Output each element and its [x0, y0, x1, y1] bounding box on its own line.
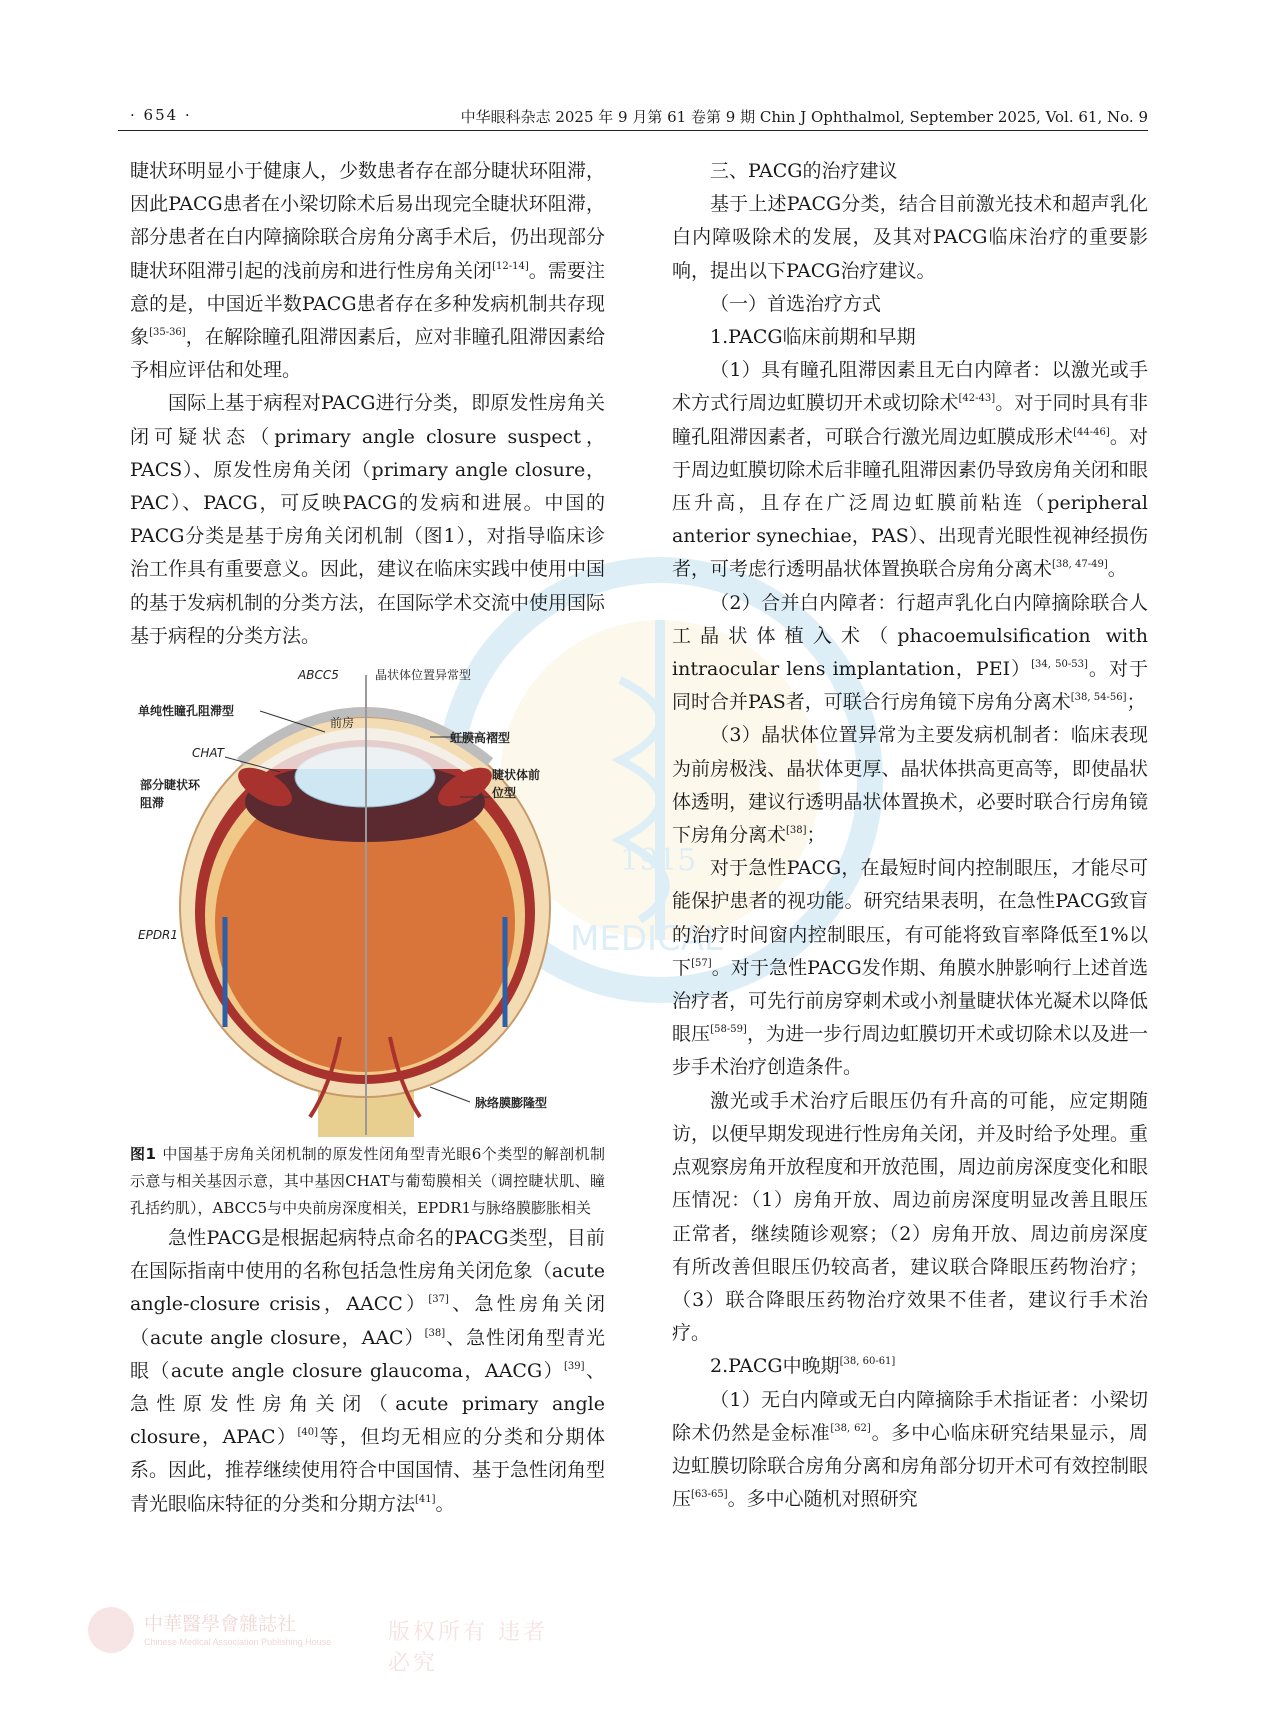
reference[interactable]: [37]	[428, 1294, 449, 1306]
publisher-logo-icon	[88, 1607, 134, 1653]
reference[interactable]: [57]	[691, 957, 712, 969]
paragraph: （2）合并白内障者：行超声乳化白内障摘除联合人工晶状体植入术（phacoemulsification with intraocular lens implantation，PEI）[34, 50-53]。对于同时合并PAS者，可联合行房角镜下房角分离术[38, 54-56]；	[672, 591, 1148, 714]
paragraph: （1）具有瞳孔阻滞因素且无白内障者：以激光或手术方式行周边虹膜切开术或切除术[42-43]。对于同时具有非瞳孔阻滞因素者，可联合行激光周边虹膜成形术[44-46]。对于周边虹膜切除术后非瞳孔阻滞因素仍导致房角关闭和眼压升高，且存在广泛周边虹膜前粘连（peripheral anterior synechiae，PAS）、出现青光眼性视神经损伤者，可考虑行透明晶状体置换联合房角分离术[38, 47-49]。	[672, 359, 1148, 581]
reference[interactable]: [58-59]	[710, 1024, 747, 1036]
figure-label: 图1	[130, 1145, 156, 1164]
reference[interactable]: [40]	[297, 1427, 319, 1439]
paragraph: 对于急性PACG，在最短时间内控制眼压，才能尽可能保护患者的视功能。研究结果表明，在急性PACG致盲的治疗时间窗内控制眼压，有可能将致盲率降低至1%以下[57]。对于急性PACG发作期、角膜水肿影响行上述首选治疗者，可先行前房穿刺术或小剂量睫状体光凝术以降低眼压[58-59]，为进一步行周边虹膜切开术或切除术以及进一步手术治疗创造条件。	[672, 857, 1148, 1079]
rights-notice: 版权所有 违者必究	[388, 1620, 548, 1676]
running-header	[118, 100, 1148, 131]
label-chat: CHAT	[192, 746, 225, 761]
publisher-watermark	[88, 1605, 568, 1676]
reference[interactable]: [38, 47-49]	[1052, 559, 1108, 571]
page-number: · 654 ·	[130, 106, 192, 124]
reference[interactable]: [38, 62]	[830, 1422, 871, 1434]
figure-caption: 图1 中国基于房角关闭机制的原发性闭角型青光眼6个类型的解剖机制示意与相关基因示意，其中基因CHAT与葡萄膜相关（调控睫状肌、瞳孔括约肌），ABCC5与中央前房深度相关，EPDR1与脉络膜膨胀相关	[130, 1145, 606, 1218]
subsection-heading: （一）首选治疗方式	[710, 292, 882, 315]
label-ciliary-anterior-1: 睫状体前	[492, 768, 541, 783]
section-heading: 三、PACG的治疗建议	[710, 160, 898, 182]
reference[interactable]: [38]	[424, 1327, 446, 1339]
paragraph: 急性PACG是根据起病特点命名的PACG类型，目前在国际指南中使用的名称包括急性房角关闭危象（acute angle-closure crisis，AACC）[37]、急性房角关闭（acute angle closure，AAC）[38]、急性闭角型青光眼（acute angle closure glaucoma，AACG）[39]、急性原发性房角关闭（acute primary angle closure，APAC）[40]等，但均无相应的分类和分期体系。因此，推荐继续使用符合中国国情、基于急性闭角型青光眼临床特征的分类和分期方法[41]。	[130, 1227, 606, 1515]
journal-citation: 中华眼科杂志 2025 年 9 月第 61 卷第 9 期 Chin J Ophthalmol, September 2025, Vol. 61, No. 9	[460, 108, 1148, 126]
label-anterior-chamber: 前房	[330, 716, 355, 731]
reference[interactable]: [42-43]	[958, 393, 996, 405]
left-column	[130, 155, 605, 1521]
label-abcc5: ABCC5	[298, 668, 339, 683]
paragraph: 激光或手术治疗后眼压仍有升高的可能，应定期随访，以便早期发现进行性房角关闭，并及时给予处理。重点观察房角开放程度和开放范围，周边前房深度变化和眼压情况：（1）房角开放、周边前房深度明显改善且眼压正常者，继续随诊观察；（2）房角开放、周边前房深度有所改善但眼压仍较高者，建议联合降眼压药物治疗；（3）联合降眼压药物治疗效果不佳者，建议行手术治疗。	[672, 1089, 1148, 1345]
label-ciliary-block-2: 阻滞	[140, 796, 165, 811]
reference[interactable]: [34, 50-53]	[1031, 659, 1088, 671]
reference[interactable]: [12-14]	[492, 260, 529, 272]
watermark-year: 1915	[620, 843, 697, 878]
label-pupil-block: 单纯性瞳孔阻滞型	[138, 704, 235, 719]
reference[interactable]: [35-36]	[149, 327, 186, 339]
label-ciliary-block-1: 部分睫状环	[140, 778, 201, 793]
reference[interactable]: [39]	[564, 1360, 585, 1372]
publisher-name-en: Chinese Medical Association Publishing House	[144, 1637, 332, 1647]
label-plateau-iris: 虹膜高褶型	[450, 731, 511, 746]
paragraph: 国际上基于病程对PACG进行分类，即原发性房角关闭可疑状态（primary angle closure suspect，PACS）、原发性房角关闭（primary angle closure，PAC）、PACG，可反映PACG的发病和进展。中国的PACG分类是基于房角关闭机制（图1），对指导临床诊治工作具有重要意义。因此，建议在临床实践中使用中国的基于发病机制的分类方法，在国际学术交流中使用国际基于病程的分类方法。	[130, 392, 606, 647]
label-lens-position: 晶状体位置异常型	[375, 668, 472, 683]
paragraph: （3）晶状体位置异常为主要发病机制者：临床表现为前房极浅、晶状体更厚、晶状体拱高更高等，即使晶状体透明，建议行透明晶状体置换术，必要时联合行房角镜下房角分离术[38]；	[672, 724, 1148, 847]
reference[interactable]: [38]	[786, 825, 807, 837]
reference[interactable]: [44-46]	[1073, 426, 1110, 438]
watermark-text: MEDICAL	[570, 919, 723, 959]
figure-1	[130, 667, 605, 1137]
subsection-heading: 1.PACG临床前期和早期	[710, 326, 916, 349]
label-ciliary-anterior-2: 位型	[492, 786, 517, 801]
label-choroidal: 脉络膜膨隆型	[475, 1096, 548, 1111]
reference[interactable]: [41]	[415, 1493, 436, 1505]
paragraph: （1）无白内障或无白内障摘除手术指证者：小梁切除术仍然是金标准[38, 62]。多中心临床研究结果显示，周边虹膜切除联合房角分离和房角部分切开术可有效控制眼压[63-65]。多中心随机对照研究	[672, 1388, 1148, 1511]
label-epdr1: EPDR1	[138, 928, 179, 943]
subsection-heading: 2.PACG中晚期[38, 60-61]	[710, 1355, 896, 1378]
reference[interactable]: [38, 60-61]	[839, 1356, 896, 1368]
reference[interactable]: [38, 54-56]	[1070, 692, 1127, 704]
right-column	[672, 155, 1148, 1516]
reference[interactable]: [63-65]	[691, 1489, 728, 1501]
eye-anatomy-diagram	[130, 667, 605, 1137]
publisher-name-cn: 中華醫學會雜誌社	[144, 1613, 297, 1635]
paragraph: 睫状环明显小于健康人，少数患者存在部分睫状环阻滞，因此PACG患者在小梁切除术后易出现完全睫状环阻滞，部分患者在白内障摘除联合房角分离手术后，仍出现部分睫状环阻滞引起的浅前房和进行性房角关闭[12-14]。需要注意的是，中国近半数PACG患者存在多种发病机制共存现象[35-36]，在解除瞳孔阻滞因素后，应对非瞳孔阻滞因素给予相应评估和处理。	[130, 160, 606, 382]
paragraph: 基于上述PACG分类，结合目前激光技术和超声乳化白内障吸除术的发展，及其对PACG临床治疗的重要影响，提出以下PACG治疗建议。	[672, 193, 1148, 282]
